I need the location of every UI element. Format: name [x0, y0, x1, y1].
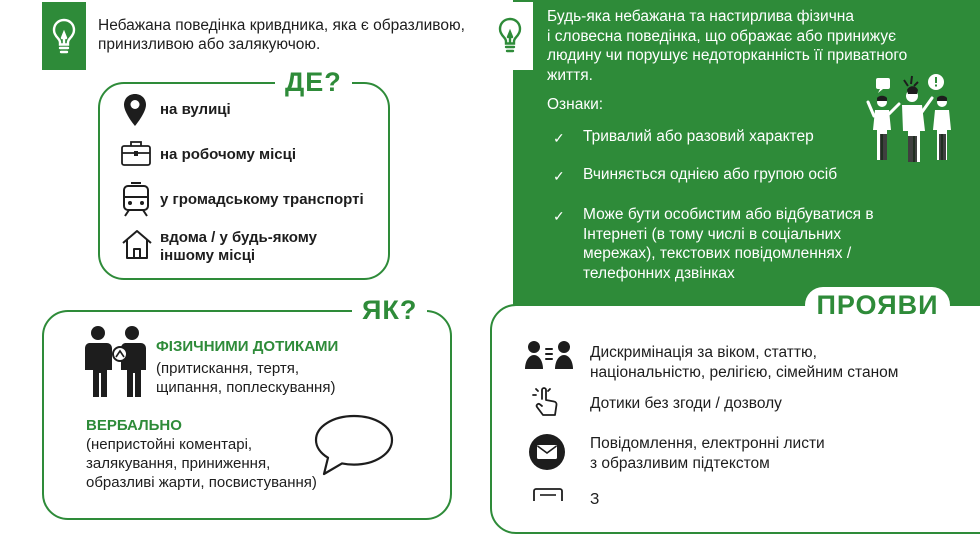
manifestation-item-3: [590, 434, 970, 473]
envelope-icon: [528, 433, 566, 471]
right-def-line4: життя.: [547, 66, 593, 84]
manifestations-title: ПРОЯВИ: [805, 287, 950, 323]
how-verbal-desc-line1: (непристойні коментарі,: [86, 436, 253, 453]
where-item-home-line2: іншому місці: [160, 247, 256, 264]
lightbulb-badge-right: [487, 2, 533, 70]
crowd-illustration: [862, 72, 958, 166]
check-icon: ✓: [553, 130, 565, 146]
how-physical-heading: ФІЗИЧНИМИ ДОТИКАМИ: [156, 338, 339, 355]
right-def-line3: людину чи порушує недоторканність її приватного: [547, 47, 908, 64]
discrimination-icon: [524, 339, 574, 371]
where-item-home-line1: вдома / у будь-якому: [160, 229, 318, 246]
manifestation-item-1-line1: Дискримінація за віком, статтю,: [590, 344, 817, 361]
sign-item-3-line4: телефонних дзвінках: [583, 264, 735, 282]
where-item-transport: у громадському транспорті: [160, 191, 364, 208]
how-physical-desc-line2: щипання, поплескування): [156, 379, 336, 396]
lightbulb-badge-left: [42, 2, 86, 70]
check-icon: ✓: [553, 168, 565, 184]
people-touch-icon: [80, 323, 152, 399]
how-verbal-heading: ВЕРБАЛЬНО: [86, 417, 182, 434]
sign-item-3-line1: Може бути особистим або відбуватися в: [583, 206, 874, 223]
where-item-workplace: на робочому місці: [160, 146, 297, 163]
location-pin-icon: [120, 92, 150, 128]
manifestation-item-1: [590, 343, 970, 382]
sign-item-2: Вчиняється однією або групою осіб: [583, 166, 838, 183]
manifestation-item-2: Дотики без згоди / дозволу: [590, 395, 782, 412]
manifestation-item-4: З: [590, 491, 600, 508]
lightbulb-icon: [42, 2, 86, 70]
harassment-definition-left: Небажана поведінка кривдника, яка є образливою, принизливою або залякуючою.: [98, 17, 465, 53]
right-def-line2: і словесна поведінка, що ображає або принижує: [547, 27, 896, 45]
how-verbal-desc-line3: образливі жарти, посвистування): [86, 474, 317, 491]
manifestation-item-3-line1: Повідомлення, електронні листи: [590, 435, 825, 452]
check-icon: ✓: [553, 208, 565, 224]
where-item-street: на вулиці: [160, 101, 231, 118]
manifestation-item-3-line2: з образливим підтекстом: [590, 454, 770, 472]
touch-hand-icon: [530, 385, 566, 419]
how-verbal-desc-line2: залякування, приниження,: [86, 455, 271, 472]
sign-item-3-line2: Інтернеті (в тому числі в соціальних: [583, 225, 842, 243]
where-title: ДЕ?: [275, 66, 352, 98]
how-title: ЯК?: [352, 294, 427, 326]
lightbulb-icon: [487, 2, 533, 70]
briefcase-icon: [120, 138, 152, 168]
train-icon: [120, 180, 152, 218]
sign-item-3: [583, 205, 923, 283]
where-item-home: [160, 229, 317, 265]
right-def-line1: Будь-яка небажана та настирлива фізична: [547, 8, 854, 25]
how-physical-desc: [156, 359, 335, 397]
sign-item-1: Тривалий або разовий характер: [583, 128, 814, 145]
how-physical-desc-line1: (притискання, тертя,: [156, 360, 300, 377]
manifestation-item-1-line2: національністю, релігією, сімейним станом: [590, 363, 899, 381]
signs-label: Ознаки:: [547, 96, 604, 113]
house-icon: [120, 228, 154, 260]
sign-item-3-line3: мережах), текстових повідомленнях /: [583, 245, 852, 262]
how-verbal-desc: [86, 435, 317, 492]
speech-bubble-icon: [312, 412, 396, 480]
